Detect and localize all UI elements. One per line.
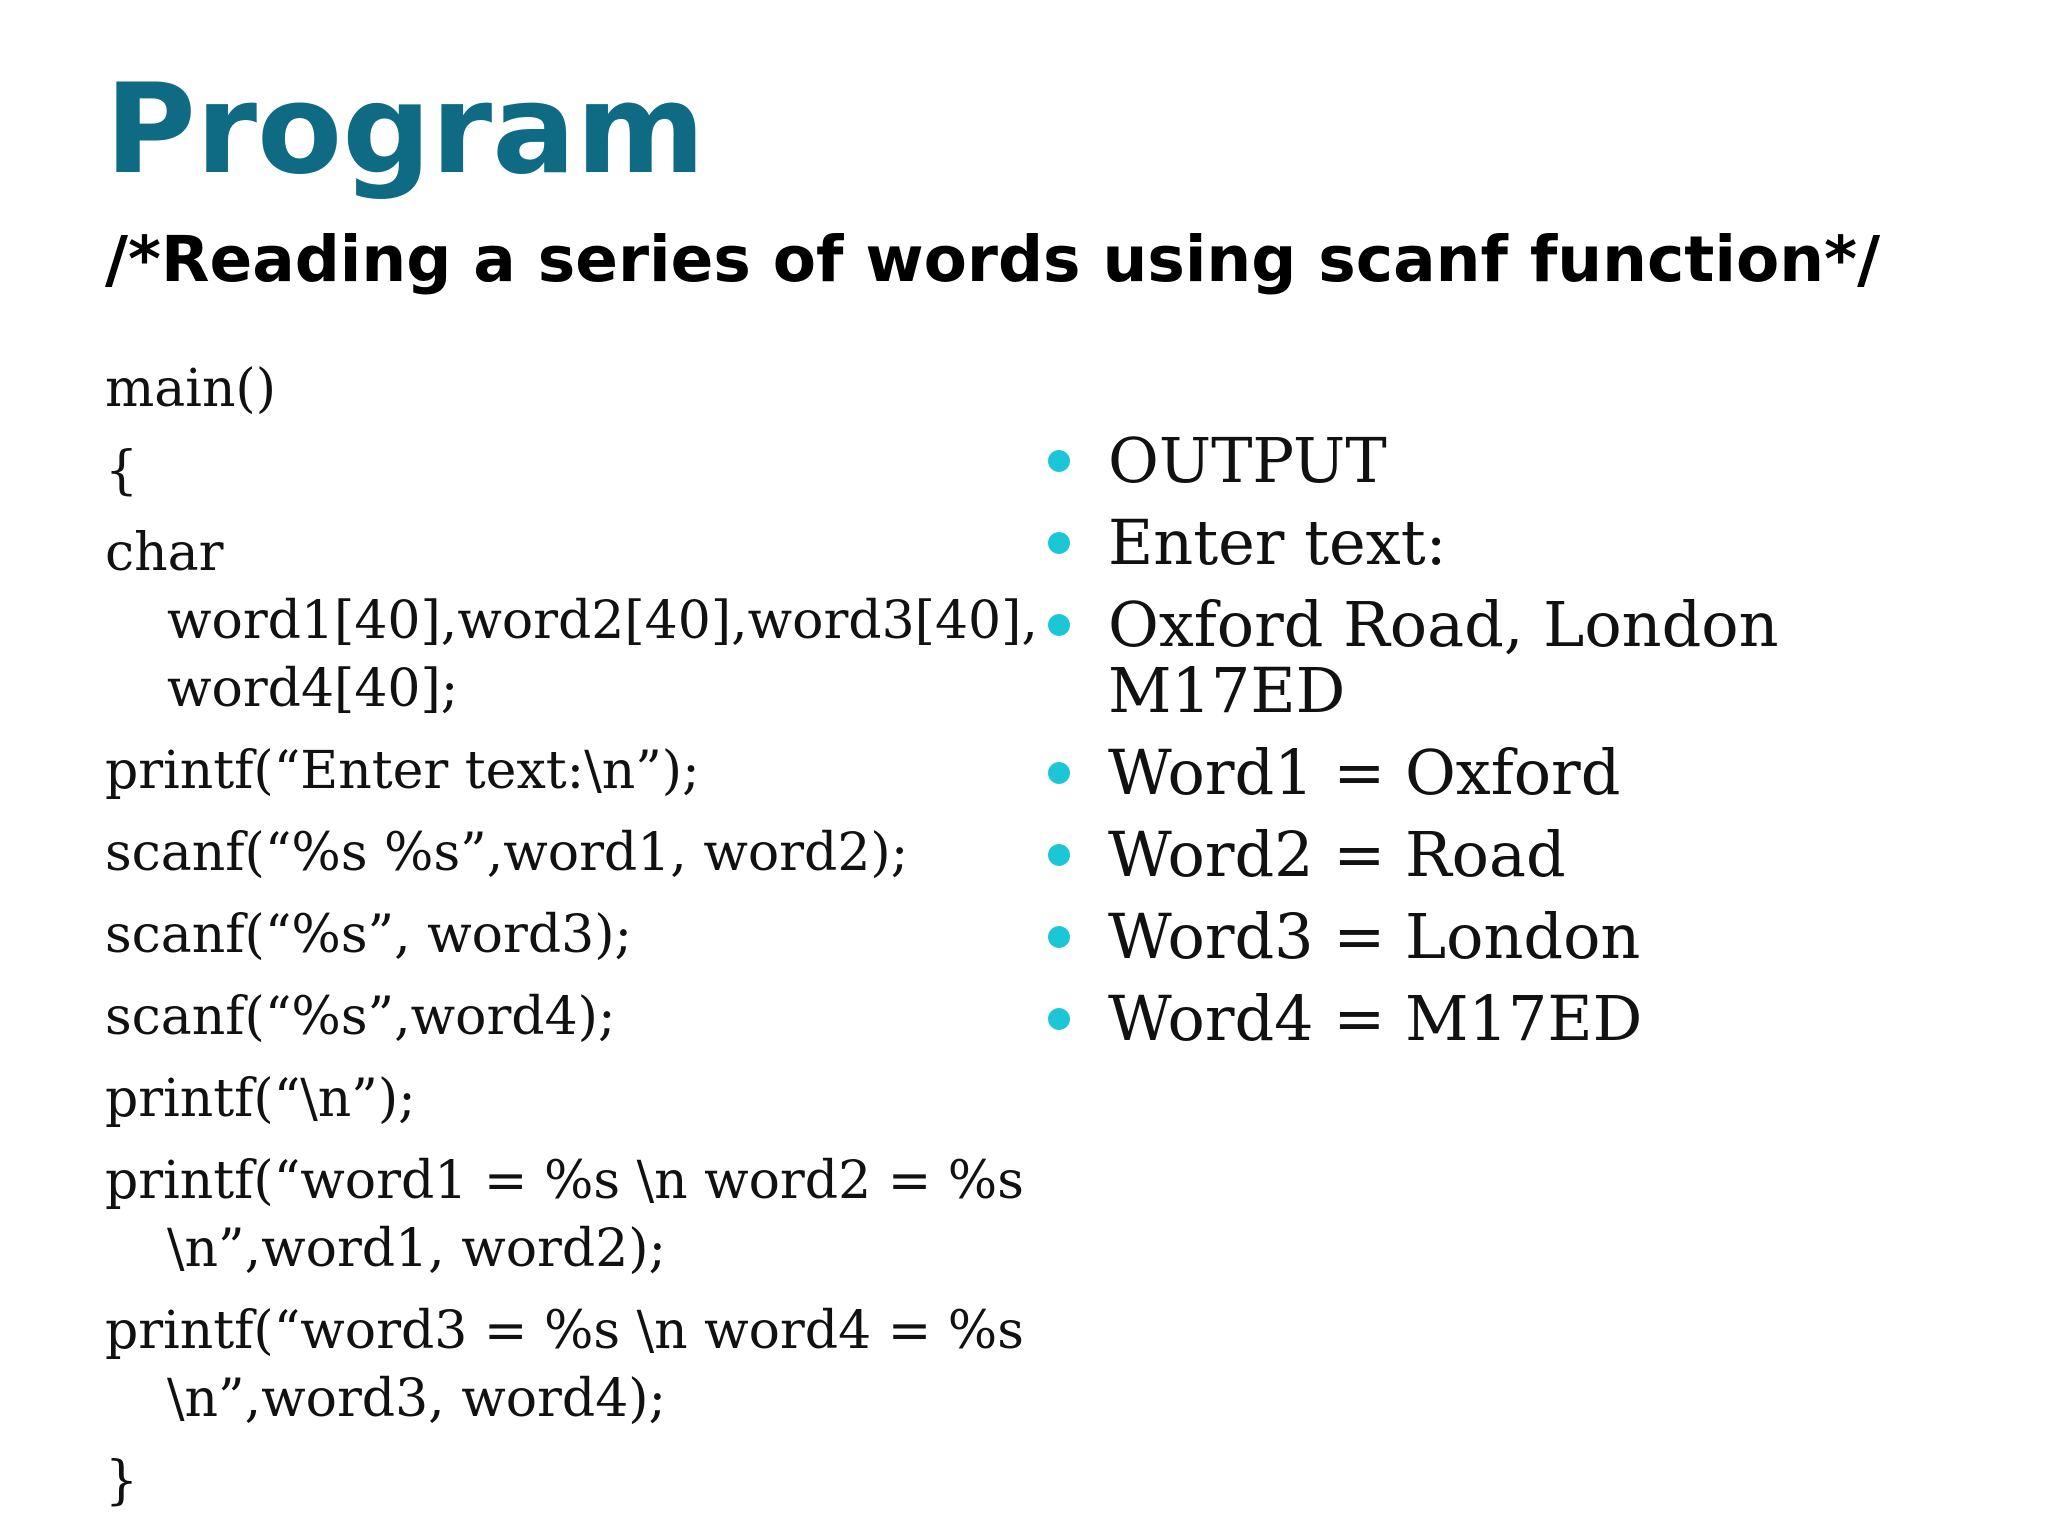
- code-line-continuation: \n”,word1, word2);: [167, 1219, 667, 1279]
- code-line: [105, 901, 1005, 969]
- output-item: [1048, 424, 1948, 497]
- output-item-text: Word1 = Oxford: [1108, 736, 1621, 809]
- output-item: [1048, 736, 1948, 809]
- code-line-continuation: word1[40],word2[40],word3[40],: [167, 591, 1038, 651]
- slide-subtitle: /*Reading a series of words using scanf function*/: [105, 223, 1881, 296]
- output-item-text: M17ED: [1108, 654, 1346, 727]
- output-item: [1048, 900, 1948, 973]
- code-line-text: }: [105, 1451, 139, 1511]
- output-item-text: Word2 = Road: [1108, 818, 1566, 891]
- code-line: [105, 819, 1005, 887]
- code-block: [105, 355, 1038, 1529]
- output-list: [1048, 424, 1948, 1068]
- output-item: [1048, 506, 1948, 579]
- output-item-text: Word4 = M17ED: [1108, 982, 1643, 1055]
- code-line-text: printf(“word1 = %s \n word2 = %s: [105, 1151, 1024, 1211]
- code-line: [105, 437, 1005, 505]
- output-item-text: Enter text:: [1108, 506, 1447, 579]
- code-line: [105, 519, 1038, 723]
- output-item-text: Oxford Road, London: [1108, 588, 1779, 661]
- code-line-text: scanf(“%s”,word4);: [105, 987, 616, 1047]
- code-line: [105, 1297, 1024, 1433]
- code-line-text: scanf(“%s”, word3);: [105, 905, 633, 965]
- code-line-continuation: word4[40];: [167, 659, 459, 719]
- output-item: [1048, 588, 1948, 727]
- code-line: [105, 1447, 1005, 1515]
- slide-title: Program: [105, 58, 706, 202]
- code-line-text: printf(“Enter text:\n”);: [105, 741, 700, 801]
- bullet-dot-icon: [1048, 762, 1070, 784]
- code-line: [105, 983, 1005, 1051]
- bullet-dot-icon: [1048, 532, 1070, 554]
- code-line: [105, 355, 1005, 423]
- code-line-text: char: [105, 523, 224, 583]
- bullet-dot-icon: [1048, 1008, 1070, 1030]
- code-line-continuation: \n”,word3, word4);: [167, 1369, 667, 1429]
- bullet-dot-icon: [1048, 614, 1070, 636]
- code-line: [105, 737, 1005, 805]
- output-item: [1048, 982, 1948, 1055]
- code-line-text: main(): [105, 359, 277, 419]
- bullet-dot-icon: [1048, 926, 1070, 948]
- output-item-text: Word3 = London: [1108, 900, 1641, 973]
- code-line-text: printf(“word3 = %s \n word4 = %s: [105, 1301, 1024, 1361]
- bullet-dot-icon: [1048, 450, 1070, 472]
- code-line-text: printf(“\n”);: [105, 1069, 416, 1129]
- output-item: [1048, 818, 1948, 891]
- code-line-text: {: [105, 441, 139, 501]
- code-line: [105, 1065, 1005, 1133]
- bullet-dot-icon: [1048, 844, 1070, 866]
- code-line: [105, 1147, 1024, 1283]
- output-item-text: OUTPUT: [1108, 424, 1387, 497]
- code-line-text: scanf(“%s %s”,word1, word2);: [105, 823, 909, 883]
